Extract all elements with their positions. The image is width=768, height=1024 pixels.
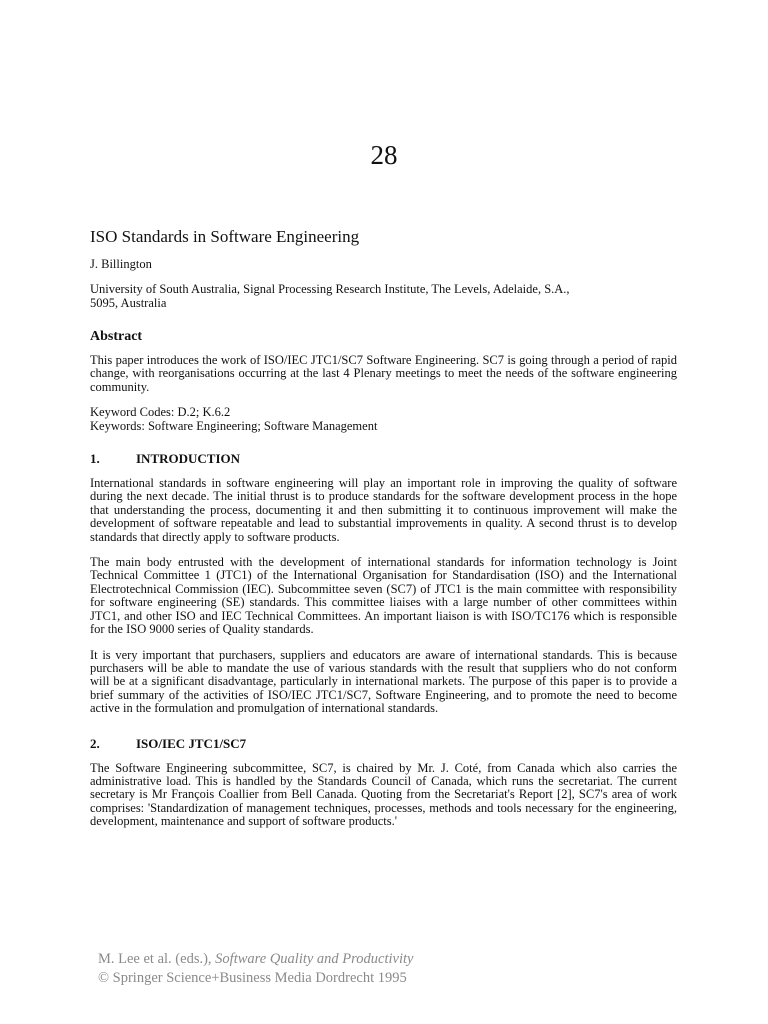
footer-editors: M. Lee et al. (eds.), <box>98 951 216 967</box>
footer-book-title: Software Quality and Productivity <box>215 951 414 967</box>
footer-copyright: © Springer Science+Business Media Dordrecht 1995 <box>98 970 407 986</box>
section-number: 1. <box>90 451 100 467</box>
intro-paragraph-2: The main body entrusted with the development of international standards for information technology is Joint Technical Committee 1 (JTC1) of the International Organisation for Standardisation (ISO) and the International Electrotechnical Commission (IEC). Subcommittee seven (SC7) of JTC1 is the main committee with responsibility for software engineering (SE) standards. This committee liaises with a large number of other committees within JTC1, and other ISO and IEC Technical Committees. An important liaison is with ISO/TC176 which is responsible for the ISO 9000 series of Quality standards. <box>90 555 677 637</box>
author-affiliation <box>90 282 677 310</box>
intro-paragraph-3: It is very important that purchasers, suppliers and educators are aware of international standards. This is because purchasers will be able to mandate the use of various standards with the result that suppliers who do not conform will be at a significant disadvantage, particularly in international markets. The purpose of this paper is to provide a brief summary of the activities of ISO/IEC JTC1/SC7, Software Engineering, and to promote the need to become active in the formulation and promulgation of international standards. <box>90 647 677 716</box>
section-number: 2. <box>90 735 100 751</box>
section-title: INTRODUCTION <box>136 451 241 467</box>
paper-content <box>90 226 677 841</box>
chapter-number: 28 <box>370 140 398 170</box>
abstract-text: This paper introduces the work of ISO/IEC JTC1/SC7 Software Engineering. SC7 is going through a period of rapid change, with reorganisations occurring at the last 4 Plenary meetings to meet the needs of the software engineering community. <box>90 353 677 394</box>
section-heading-introduction <box>90 451 677 467</box>
footer-citation <box>98 950 413 969</box>
intro-paragraph-1: International standards in software engineering will play an important role in improving the quality of software during the next decade. The initial thrust is to produce standards for the software development process in the hope that understanding the process, documenting it and then submitting it to continuous improvement will make the development of software repeatable and lead to substantial improvements in quality. A second thrust is to develop standards that directly apply to software products. <box>90 476 677 544</box>
keywords-block <box>90 406 677 433</box>
publication-footer <box>98 950 413 988</box>
affiliation-line-2: 5095, Australia <box>90 296 167 310</box>
keywords: Keywords: Software Engineering; Software Management <box>90 418 378 433</box>
affiliation-line-1: University of South Australia, Signal Processing Research Institute, The Levels, Adelaide, S.A., <box>90 282 570 296</box>
keyword-codes: Keyword Codes: D.2; K.6.2 <box>90 405 231 420</box>
section-title: ISO/IEC JTC1/SC7 <box>136 735 247 751</box>
sc7-paragraph-1: The Software Engineering subcommittee, SC7, is chaired by Mr. J. Coté, from Canada which also carries the administrative load. This is handled by the Standards Council of Canada, which runs the secretariat. The current secretary is Mr François Coallier from Bell Canada. Quoting from the Secretariat's Report [2], SC7's area of work comprises: 'Standardization of management techniques, processes, methods and tools necessary for the engineering, development, maintenance and support of software products.' <box>90 760 677 829</box>
paper-title: ISO Standards in Software Engineering <box>90 227 360 246</box>
section-heading-sc7 <box>90 736 677 752</box>
abstract-heading: Abstract <box>90 329 143 344</box>
author-name: J. Billington <box>90 257 152 271</box>
